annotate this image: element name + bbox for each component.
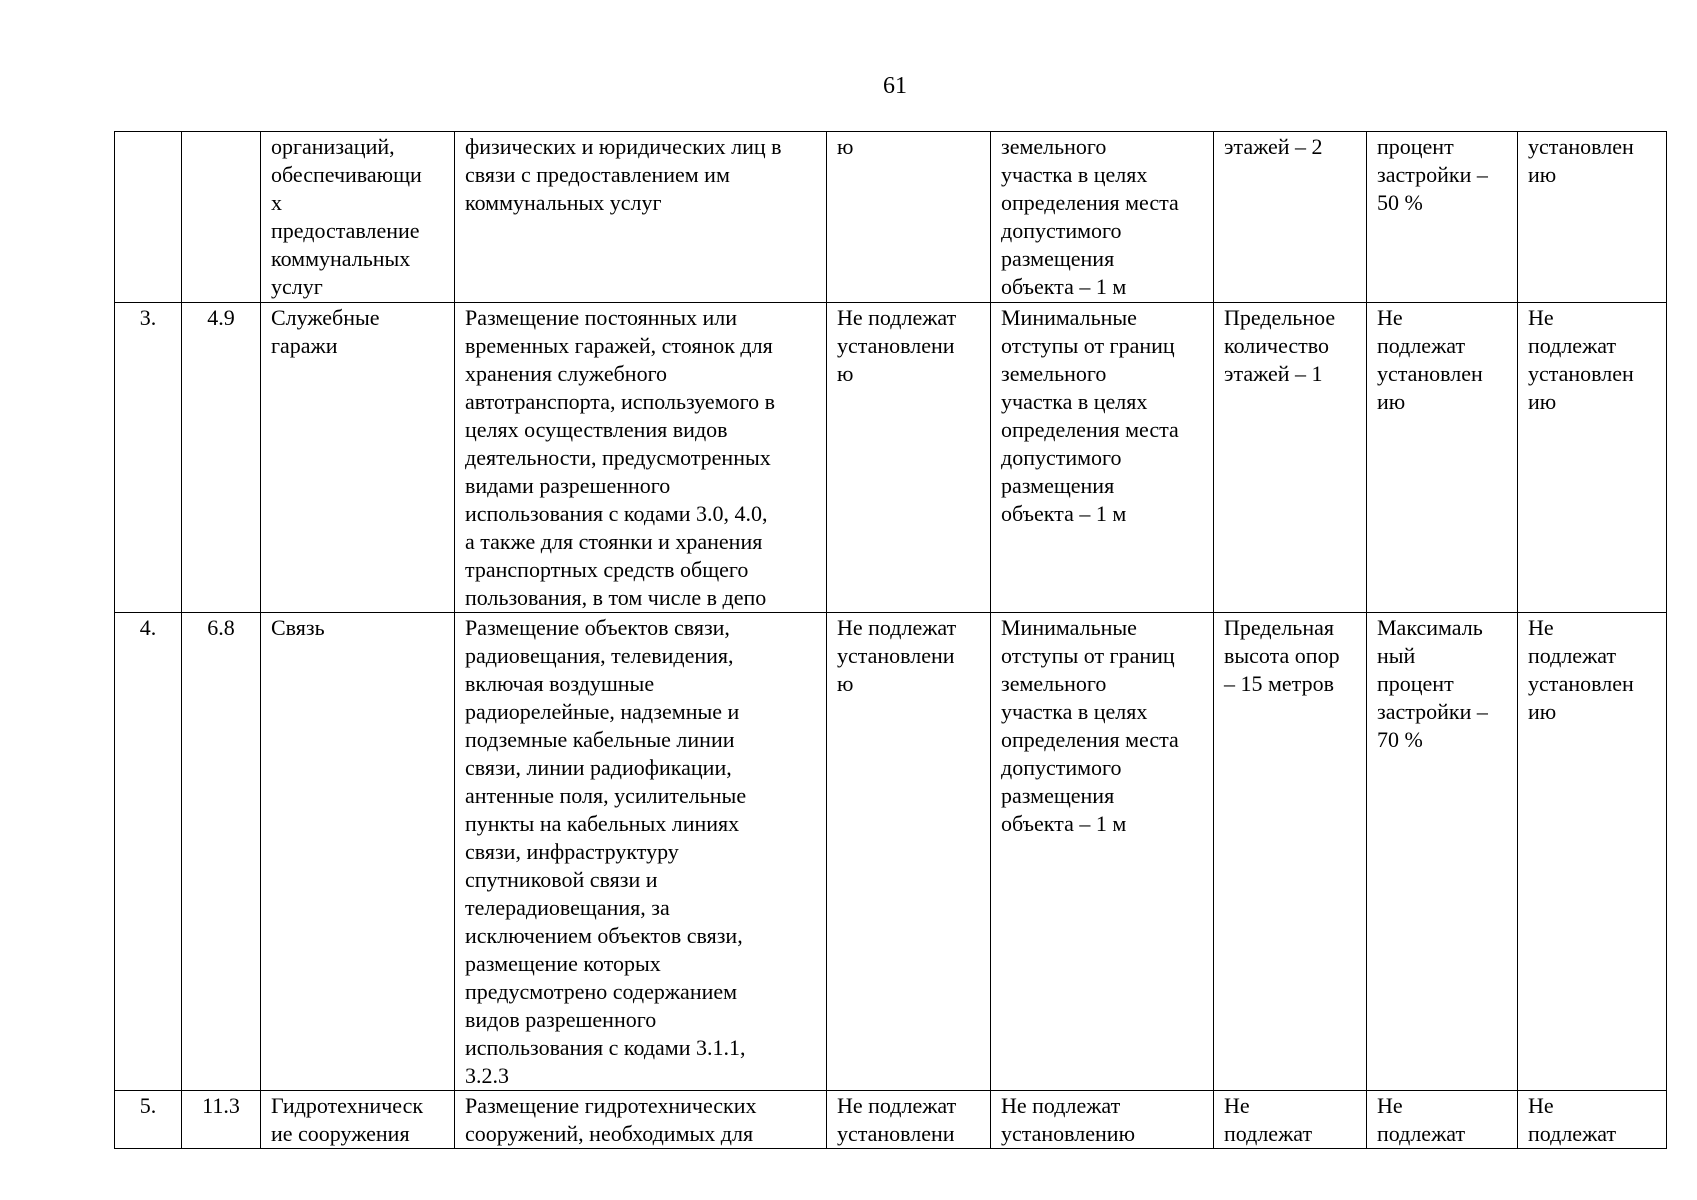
cell-text-line: этажей – 2 xyxy=(1224,134,1323,159)
cell-text-line: размещения xyxy=(1001,783,1115,808)
cell-text-line: радиовещания, телевидения, xyxy=(465,643,734,668)
cell-text-line: Максималь xyxy=(1377,615,1483,640)
use-type-cell xyxy=(261,132,455,303)
cell-text-line: спутниковой связи и xyxy=(465,867,658,892)
cell-text-line: видами разрешенного xyxy=(465,473,671,498)
cell-text-line: допустимого xyxy=(1001,755,1122,780)
table-row-5 xyxy=(115,1091,1667,1149)
cell-text-line: процент xyxy=(1377,671,1454,696)
cell-text-line: телерадиовещания, за xyxy=(465,895,670,920)
cell-text-line: подлежат xyxy=(1377,333,1466,358)
cell-text-line: земельного xyxy=(1001,134,1107,159)
cell-text-line: объекта – 1 м xyxy=(1001,811,1127,836)
plot-size-cell xyxy=(827,303,991,613)
cell-text-line: участка в целях xyxy=(1001,699,1148,724)
cell-text-line: 5. xyxy=(139,1093,157,1118)
setbacks-cell xyxy=(991,613,1214,1091)
cell-text-line: пункты на кабельных линиях xyxy=(465,811,740,836)
cell-text-line: допустимого xyxy=(1001,218,1122,243)
use-type-cell xyxy=(261,1091,455,1149)
cell-text-line: установлен xyxy=(1377,361,1483,386)
cell-text-line: Не подлежат xyxy=(837,1093,957,1118)
cell-text-line: связи с предоставлением им xyxy=(465,162,730,187)
cell-text-line: 4.9 xyxy=(207,305,235,330)
cell-text-line: включая воздушные xyxy=(465,671,655,696)
setbacks-cell xyxy=(991,132,1214,303)
cell-text-line: размещения xyxy=(1001,246,1115,271)
cell-text-line: Минимальные xyxy=(1001,615,1137,640)
cell-text-line: Не xyxy=(1528,615,1554,640)
cell-text-line: видов разрешенного xyxy=(465,1007,657,1032)
cell-text-line: Служебные xyxy=(271,305,380,330)
cell-text-line: Предельное xyxy=(1224,305,1336,330)
cell-text-line: участка в целях xyxy=(1001,162,1148,187)
cell-text-line: установлен xyxy=(1528,361,1634,386)
setbacks-cell xyxy=(991,1091,1214,1149)
cell-text-line: Минимальные xyxy=(1001,305,1137,330)
table-row-4 xyxy=(115,613,1667,1091)
cell-text-line: Не подлежат xyxy=(1001,1093,1121,1118)
plot-size-cell xyxy=(827,1091,991,1149)
cell-text-line: установлени xyxy=(837,333,955,358)
cell-text-line: участка в целях xyxy=(1001,389,1148,414)
cell-text-line: допустимого xyxy=(1001,445,1122,470)
cell-text-line: установлени xyxy=(837,1121,955,1146)
building-percent-cell xyxy=(1367,613,1518,1091)
floors-height-cell xyxy=(1214,613,1367,1091)
cell-text-line: земельного xyxy=(1001,361,1107,386)
cell-text-line: Не xyxy=(1377,1093,1403,1118)
cell-text-line: Размещение объектов связи, xyxy=(465,615,730,640)
cell-text-line: подлежат xyxy=(1377,1121,1466,1146)
other-params-cell xyxy=(1518,303,1667,613)
use-type-cell xyxy=(261,613,455,1091)
cell-text-line: временных гаражей, стоянок для xyxy=(465,333,773,358)
setbacks-cell xyxy=(991,303,1214,613)
description-cell xyxy=(455,132,827,303)
cell-text-line: 6.8 xyxy=(207,615,235,640)
cell-text-line: ю xyxy=(837,671,854,696)
cell-text-line: Не xyxy=(1377,305,1403,330)
cell-text-line: ию xyxy=(1528,389,1557,414)
building-percent-cell xyxy=(1367,132,1518,303)
cell-text-line: Не xyxy=(1224,1093,1250,1118)
cell-text-line: Размещение постоянных или xyxy=(465,305,738,330)
cell-text-line: коммунальных услуг xyxy=(465,190,662,215)
cell-text-line: использования с кодами 3.1.1, xyxy=(465,1035,746,1060)
cell-text-line: связи, инфраструктуру xyxy=(465,839,679,864)
cell-text-line: этажей – 1 xyxy=(1224,361,1323,386)
cell-text-line: 3. xyxy=(139,305,157,330)
row-number-cell xyxy=(115,132,182,303)
cell-text-line: Размещение гидротехнических xyxy=(465,1093,757,1118)
cell-text-line: организаций, xyxy=(271,134,395,159)
cell-text-line: высота опор xyxy=(1224,643,1340,668)
cell-text-line: подземные кабельные линии xyxy=(465,727,735,752)
row-number-cell xyxy=(115,1091,182,1149)
building-percent-cell xyxy=(1367,303,1518,613)
cell-text-line: а также для стоянки и хранения xyxy=(465,529,763,554)
cell-text-line: использования с кодами 3.0, 4.0, xyxy=(465,501,768,526)
cell-text-line: 70 % xyxy=(1377,727,1423,752)
cell-text-line: объекта – 1 м xyxy=(1001,501,1127,526)
description-cell xyxy=(455,303,827,613)
cell-text-line: гаражи xyxy=(271,333,338,358)
cell-text-line: сооружений, необходимых для xyxy=(465,1121,754,1146)
cell-text-line: ный xyxy=(1377,643,1416,668)
cell-text-line: ю xyxy=(837,134,854,159)
cell-text-line: коммунальных xyxy=(271,246,411,271)
cell-text-line: – 15 метров xyxy=(1224,671,1334,696)
cell-text-line: предусмотрено содержанием xyxy=(465,979,738,1004)
code-cell xyxy=(182,613,261,1091)
cell-text-line: 50 % xyxy=(1377,190,1423,215)
cell-text-line: земельного xyxy=(1001,671,1107,696)
cell-text-line: объекта – 1 м xyxy=(1001,274,1127,299)
cell-text-line: определения места xyxy=(1001,727,1179,752)
cell-text-line: автотранспорта, используемого в xyxy=(465,389,775,414)
page-number: 61 xyxy=(883,73,907,99)
cell-text-line: процент xyxy=(1377,134,1454,159)
cell-text-line: ю xyxy=(837,361,854,386)
cell-text-line: Не xyxy=(1528,305,1554,330)
cell-text-line: установлению xyxy=(1001,1121,1136,1146)
cell-text-line: исключением объектов связи, xyxy=(465,923,743,948)
cell-text-line: подлежат xyxy=(1528,333,1617,358)
cell-text-line: Не xyxy=(1528,1093,1554,1118)
floors-height-cell xyxy=(1214,132,1367,303)
plot-size-cell xyxy=(827,613,991,1091)
cell-text-line: деятельности, предусмотренных xyxy=(465,445,771,470)
row-number-cell xyxy=(115,303,182,613)
floors-height-cell xyxy=(1214,303,1367,613)
cell-text-line: Не подлежат xyxy=(837,615,957,640)
cell-text-line: установлени xyxy=(837,643,955,668)
table-row-3 xyxy=(115,303,1667,613)
code-cell xyxy=(182,303,261,613)
cell-text-line: отступы от границ xyxy=(1001,333,1175,358)
cell-text-line: Гидротехническ xyxy=(271,1093,424,1118)
code-cell xyxy=(182,1091,261,1149)
table-row-continued xyxy=(115,132,1667,303)
cell-text-line: установлен xyxy=(1528,134,1634,159)
cell-text-line: Предельная xyxy=(1224,615,1334,640)
cell-text-line: целях осуществления видов xyxy=(465,417,728,442)
cell-text-line: 4. xyxy=(139,615,157,640)
cell-text-line: ию xyxy=(1377,389,1406,414)
cell-text-line: радиорелейные, надземные и xyxy=(465,699,740,724)
cell-text-line: обеспечивающи xyxy=(271,162,422,187)
description-cell xyxy=(455,1091,827,1149)
cell-text-line: ию xyxy=(1528,162,1557,187)
other-params-cell xyxy=(1518,132,1667,303)
cell-text-line: отступы от границ xyxy=(1001,643,1175,668)
cell-text-line: определения места xyxy=(1001,417,1179,442)
cell-text-line: подлежат xyxy=(1528,643,1617,668)
cell-text-line: услуг xyxy=(271,274,323,299)
cell-text-line: подлежат xyxy=(1224,1121,1313,1146)
cell-text-line: подлежат xyxy=(1528,1121,1617,1146)
cell-text-line: физических и юридических лиц в xyxy=(465,134,782,159)
floors-height-cell xyxy=(1214,1091,1367,1149)
cell-text-line: количество xyxy=(1224,333,1330,358)
cell-text-line: ию xyxy=(1528,699,1557,724)
cell-text-line: размещения xyxy=(1001,473,1115,498)
cell-text-line: ие сооружения xyxy=(271,1121,410,1146)
other-params-cell xyxy=(1518,1091,1667,1149)
cell-text-line: застройки – xyxy=(1377,699,1488,724)
cell-text-line: пользования, в том числе в депо xyxy=(465,585,767,610)
cell-text-line: 11.3 xyxy=(202,1093,240,1118)
cell-text-line: размещение которых xyxy=(465,951,661,976)
plot-size-cell xyxy=(827,132,991,303)
cell-text-line: застройки – xyxy=(1377,162,1488,187)
cell-text-line: х xyxy=(271,190,282,215)
cell-text-line: Связь xyxy=(271,615,325,640)
cell-text-line: связи, линии радиофикации, xyxy=(465,755,732,780)
cell-text-line: установлен xyxy=(1528,671,1634,696)
cell-text-line: Не подлежат xyxy=(837,305,957,330)
land-use-regulations-table xyxy=(114,131,1667,1149)
cell-text-line: антенные поля, усилительные xyxy=(465,783,747,808)
other-params-cell xyxy=(1518,613,1667,1091)
use-type-cell xyxy=(261,303,455,613)
cell-text-line: предоставление xyxy=(271,218,420,243)
cell-text-line: транспортных средств общего xyxy=(465,557,749,582)
description-cell xyxy=(455,613,827,1091)
row-number-cell xyxy=(115,613,182,1091)
cell-text-line: хранения служебного xyxy=(465,361,668,386)
code-cell xyxy=(182,132,261,303)
cell-text-line: определения места xyxy=(1001,190,1179,215)
building-percent-cell xyxy=(1367,1091,1518,1149)
cell-text-line: 3.2.3 xyxy=(465,1063,509,1088)
